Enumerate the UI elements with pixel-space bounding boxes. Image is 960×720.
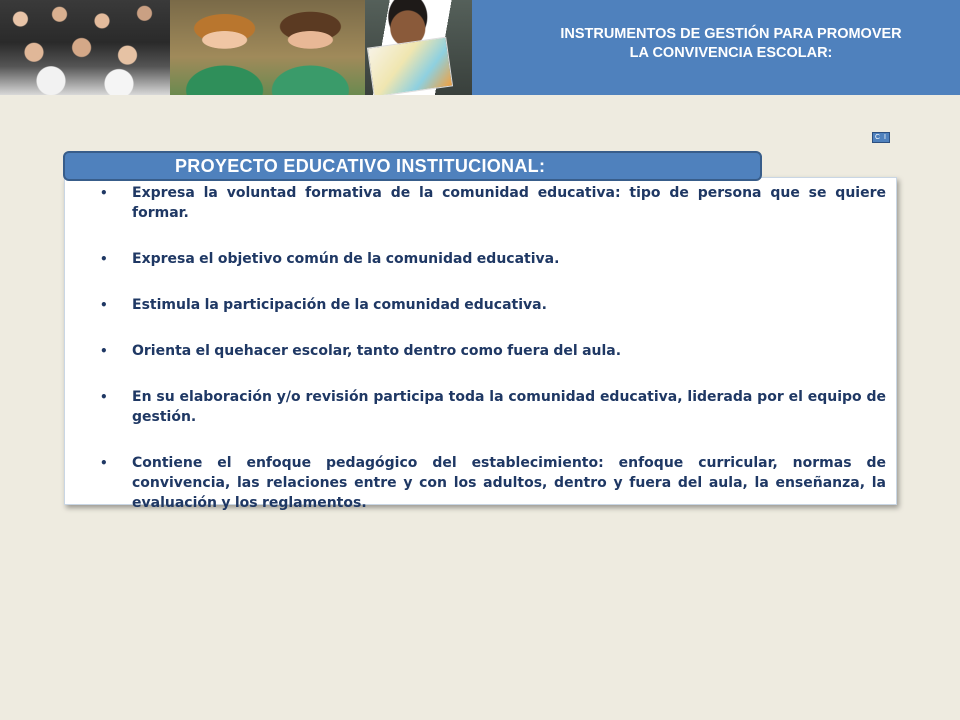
list-item bbox=[100, 453, 886, 513]
list-item-text: Contiene el enfoque pedagógico del establecimiento: enfoque curricular, normas de convivencia, las relaciones entre y con los adultos, dentro y fuera del aula, la enseñanza, la evaluación y los reglamentos. bbox=[132, 455, 886, 511]
list-item-text: En su elaboración y/o revisión participa toda la comunidad educativa, liderada por el equipo de gestión. bbox=[132, 389, 886, 425]
list-item-text: Estimula la participación de la comunidad educativa. bbox=[132, 297, 547, 313]
book-illustration bbox=[367, 37, 453, 95]
section-title: PROYECTO EDUCATIVO INSTITUCIONAL: bbox=[63, 151, 762, 181]
bullet-icon: • bbox=[100, 298, 108, 312]
bullet-icon: • bbox=[100, 186, 108, 200]
header-title bbox=[472, 0, 960, 95]
two-girls-photo bbox=[170, 0, 365, 95]
bullet-icon: • bbox=[100, 344, 108, 358]
bullet-icon: • bbox=[100, 390, 108, 404]
list-item bbox=[100, 387, 886, 427]
list-item-text: Expresa el objetivo común de la comunidad educativa. bbox=[132, 251, 560, 267]
header-title-line-1: INSTRUMENTOS DE GESTIÓN PARA PROMOVER bbox=[560, 26, 902, 42]
header-band bbox=[0, 0, 960, 95]
list-item bbox=[100, 183, 886, 223]
bullet-icon: • bbox=[100, 456, 108, 470]
bullet-icon: • bbox=[100, 252, 108, 266]
students-crowd-photo bbox=[0, 0, 170, 95]
slide-badge: C I bbox=[872, 132, 890, 143]
boy-reading-photo bbox=[365, 0, 472, 95]
list-item bbox=[100, 341, 886, 361]
list-item-text: Expresa la voluntad formativa de la comunidad educativa: tipo de persona que se quiere formar. bbox=[132, 185, 886, 221]
list-item bbox=[100, 249, 886, 269]
header-title-line-2: LA CONVIVENCIA ESCOLAR: bbox=[629, 45, 833, 61]
list-item bbox=[100, 295, 886, 315]
bullet-list bbox=[100, 183, 886, 513]
list-item-text: Orienta el quehacer escolar, tanto dentro como fuera del aula. bbox=[132, 343, 622, 359]
